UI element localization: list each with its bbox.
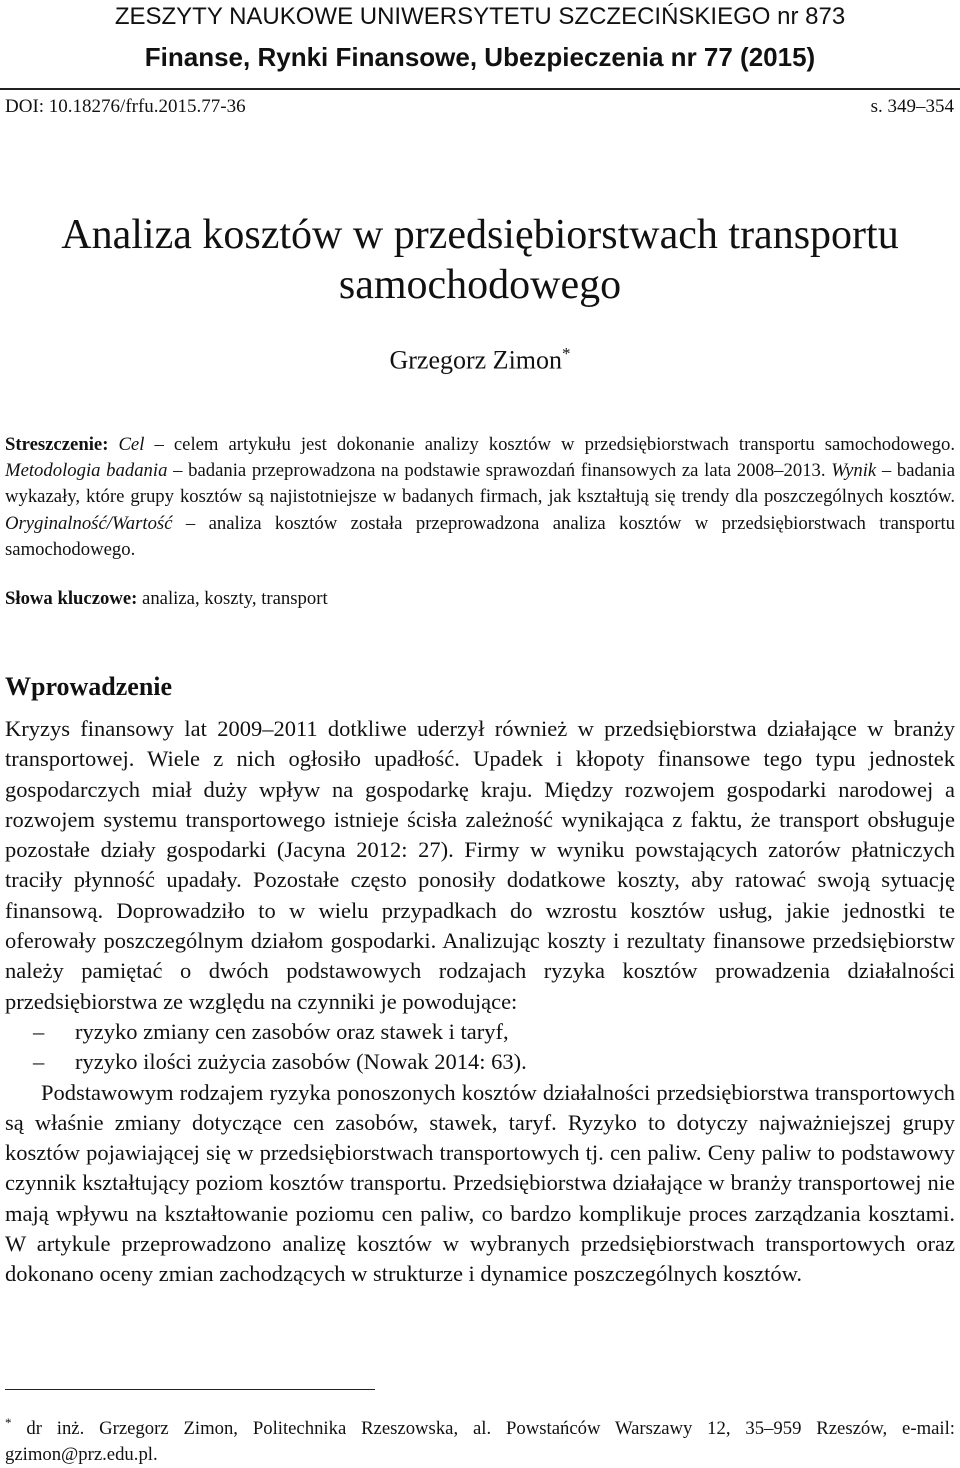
risk-list <box>5 1017 955 1078</box>
list-item <box>5 1017 955 1047</box>
page-range: s. 349–354 <box>870 96 954 117</box>
introduction-paragraph-2: Podstawowym rodzajem ryzyka ponoszonych kosztów działalności przedsiębiorstwa transportowych są właśnie zmiany dotyczące cen zasobów, stawek, taryf. Ryzyko to dotyczy najważniejszej grupy kosztów pojawiającej się w przedsiębiorstwach transportowych tj. cen paliw. Ceny paliw to podstawowy czynnik kształtujący poziom kosztów transportu. Przedsiębiorstwa działające w branży transportowej nie mają wpływu na kształtowanie poziomu cen paliw, co bardzo komplikuje proces zarządzania kosztami. W artykule przeprowadzono analizę kosztów w wybranych przedsiębiorstwach transportowych oraz dokonano oceny zmian zachodzących w strukturze i dynamice poszczególnych kosztów. <box>5 1079 955 1287</box>
footnote-mark: * <box>5 1415 12 1430</box>
doi-link[interactable]: DOI: 10.18276/frfu.2015.77-36 <box>5 96 246 117</box>
journal-title: Finanse, Rynki Finansowe, Ubezpieczenia nr 77 (2015) <box>144 42 816 72</box>
list-dash: – <box>33 1049 45 1075</box>
list-dash: – <box>33 1018 45 1044</box>
abstract <box>5 432 955 563</box>
abstract-label: Streszczenie: <box>5 434 109 455</box>
abstract-cel-text: – celem artykułu jest dokonanie analizy kosztów w przedsiębiorstwach transportu samochodowego. <box>144 434 955 455</box>
keywords-label: Słowa kluczowe: <box>5 588 138 609</box>
introduction-body <box>5 714 955 1290</box>
list-item-text: ryzyko ilości zużycia zasobów (Nowak 2014: 63). <box>75 1049 527 1075</box>
title-line-2: samochodowego <box>338 262 622 308</box>
abstract-metodologia-label: Metodologia badania <box>5 460 168 482</box>
abstract-metodologia-text: – badania przeprowadzona na podstawie sprawozdań finansowych za lata 2008–2013. <box>167 460 832 482</box>
section-heading-introduction: Wprowadzenie <box>5 672 173 701</box>
journal-series: ZESZYTY NAUKOWE UNIWERSYTETU SZCZECIŃSKIEGO nr 873 <box>114 3 846 30</box>
author <box>0 338 960 377</box>
footnote-rule <box>5 1389 375 1390</box>
abstract-oryginalnosc-text: – analiza kosztów została przeprowadzona analiza kosztów w przedsiębiorstwach transportu samochodowego. <box>5 512 955 560</box>
author-name: Grzegorz Zimon <box>389 345 563 375</box>
keywords <box>5 586 955 612</box>
footnote <box>5 1410 955 1468</box>
header-rule <box>0 88 960 90</box>
article-title <box>0 210 960 310</box>
abstract-wynik-label: Wynik <box>831 460 877 482</box>
keywords-text: analiza, koszty, transport <box>137 588 328 609</box>
abstract-wynik-text: – badania wykazały, które grupy kosztów są najistotniejsze w badanych firmach, jak kształtują się trendy dla poszczególnych kosztów. <box>5 460 956 508</box>
introduction-paragraph-1: Kryzys finansowy lat 2009–2011 dotkliwe uderzył również w przedsiębiorstwa działające w branży transportowej. Wiele z nich ogłosiło upadłość. Upadek i kłopoty finansowe tego typu jednostek gospodarczych miał duży wpływ na gospodarkę kraju. Między rozwojem gospodarki narodowej a rozwojem systemu transportowego istnieje ścisła zależność wynikająca z faktu, że transport obsługuje pozostałe działy gospodarki (Jacyna 2012: 27). Firmy w wyniku powstających zatorów płatniczych traciły płynność upadały. Pozostałe często ponosiły dodatkowe koszty, aby ratować swoją sytuację finansową. Doprowadziło to w wielu przypadkach do wzrostu kosztów usług, jakie jednostki te oferowały poszczególnym działom gospodarki. Analizując koszty i rezultaty finansowe przedsiębiorstw należy pamiętać o dwóch podstawowych rodzajach ryzyka kosztów prowadzenia działalności przedsiębiorstwa ze względu na czynniki je powodujące: <box>5 716 955 1014</box>
abstract-oryginalnosc-label: Oryginalność/Wartość <box>5 512 173 534</box>
list-item-text: ryzyko zmiany cen zasobów oraz stawek i taryf, <box>75 1018 509 1044</box>
footnote-text: dr inż. Grzegorz Zimon, Politechnika Rzeszowska, al. Powstańców Warszawy 12, 35–959 Rzeszów, e-mail: gzimon@prz.edu.pl. <box>5 1418 955 1466</box>
title-line-1: Analiza kosztów w przedsiębiorstwach transportu <box>61 212 899 258</box>
list-item <box>5 1047 955 1077</box>
abstract-cel-label: Cel <box>118 434 145 455</box>
author-footnote-mark[interactable]: * <box>562 344 571 363</box>
